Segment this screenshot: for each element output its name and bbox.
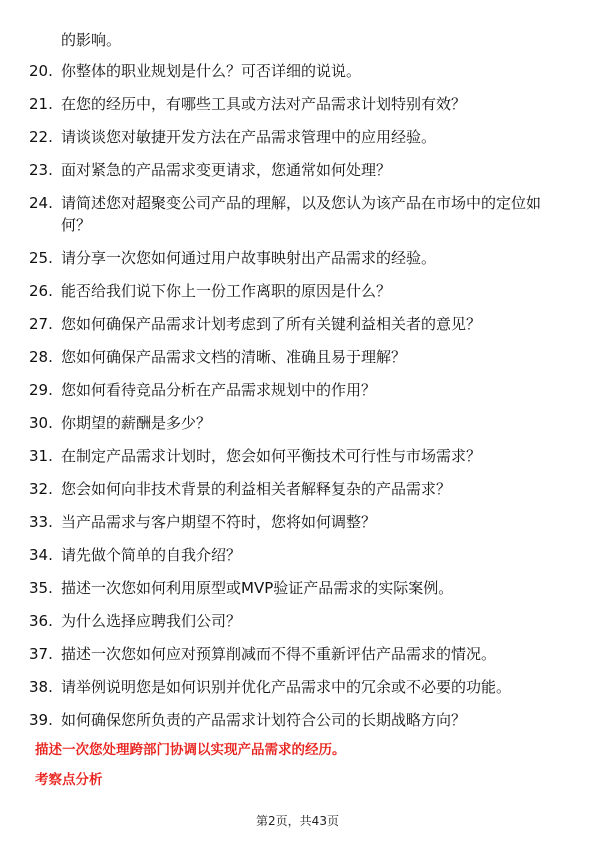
question-number: 37. [29,645,53,663]
question-text: 在您的经历中，有哪些工具或方法对产品需求计划特别有效？ [61,95,467,113]
question-number: 38. [29,678,53,696]
question-number: 27. [29,315,53,333]
question-number: 29. [29,381,53,399]
question-number: 25. [29,249,53,267]
question-text: 您如何确保产品需求文档的清晰、准确且易于理解？ [61,348,407,366]
question-item [29,313,569,335]
question-text: 你整体的职业规划是什么？可否详细的说说。 [61,62,362,80]
question-item [29,445,569,467]
question-text: 请分享一次您如何通过用户故事映射出产品需求的经验。 [61,249,437,267]
question-number: 22. [29,128,53,146]
question-text: 如何确保您所负责的产品需求计划符合公司的长期战略方向？ [61,711,467,729]
question-text: 能否给我们说下你上一份工作离职的原因是什么？ [61,282,392,300]
question-item [29,412,569,434]
question-text: 您会如何向非技术背景的利益相关者解释复杂的产品需求？ [61,480,452,498]
question-item [29,126,569,148]
question-item [29,346,569,368]
question-number: 34. [29,546,53,564]
question-list [29,60,569,742]
question-item [29,93,569,115]
question-item [29,511,569,533]
question-text: 请先做个简单的自我介绍？ [61,546,242,564]
question-item [29,577,569,599]
question-number: 24. [29,194,53,212]
question-number: 31. [29,447,53,465]
question-number: 26. [29,282,53,300]
question-number: 30. [29,414,53,432]
question-text: 您如何确保产品需求计划考虑到了所有关键利益相关者的意见？ [61,315,482,333]
question-number: 39. [29,711,53,729]
question-item [29,544,569,566]
continuation-text: 的影响。 [61,31,122,49]
analysis-heading: 考察点分析 [35,772,103,788]
question-text: 你期望的薪酬是多少？ [61,414,212,432]
question-text: 您如何看待竞品分析在产品需求规划中的作用？ [61,381,377,399]
question-text: 请谈谈您对敏捷开发方法在产品需求管理中的应用经验。 [61,128,437,146]
question-number: 32. [29,480,53,498]
question-item [29,643,569,665]
question-number: 23. [29,161,53,179]
question-number: 35. [29,579,53,597]
highlight-question: 描述一次您处理跨部门协调以实现产品需求的经历。 [35,742,346,758]
question-item [29,676,569,698]
question-item [29,709,569,731]
question-item [29,159,569,181]
question-text: 描述一次您如何应对预算削减而不得不重新评估产品需求的情况。 [61,645,497,663]
question-number: 33. [29,513,53,531]
question-number: 21. [29,95,53,113]
question-number: 20. [29,62,53,80]
question-item [29,379,569,401]
question-number: 28. [29,348,53,366]
page-footer: 第2页，共43页 [256,814,339,828]
question-item [29,247,569,269]
question-text: 请举例说明您是如何识别并优化产品需求中的冗余或不必要的功能。 [61,678,512,696]
question-text: 请简述您对超聚变公司产品的理解，以及您认为该产品在市场中的定位如何？ [61,194,542,234]
question-item [29,280,569,302]
question-item [29,192,569,236]
question-text: 面对紧急的产品需求变更请求，您通常如何处理？ [61,161,392,179]
question-text: 描述一次您如何利用原型或MVP验证产品需求的实际案例。 [61,579,454,597]
question-item [29,60,569,82]
question-text: 在制定产品需求计划时，您会如何平衡技术可行性与市场需求？ [61,447,482,465]
question-text: 为什么选择应聘我们公司？ [61,612,242,630]
question-number: 36. [29,612,53,630]
question-item [29,610,569,632]
question-item [29,478,569,500]
question-text: 当产品需求与客户期望不符时，您将如何调整？ [61,513,377,531]
